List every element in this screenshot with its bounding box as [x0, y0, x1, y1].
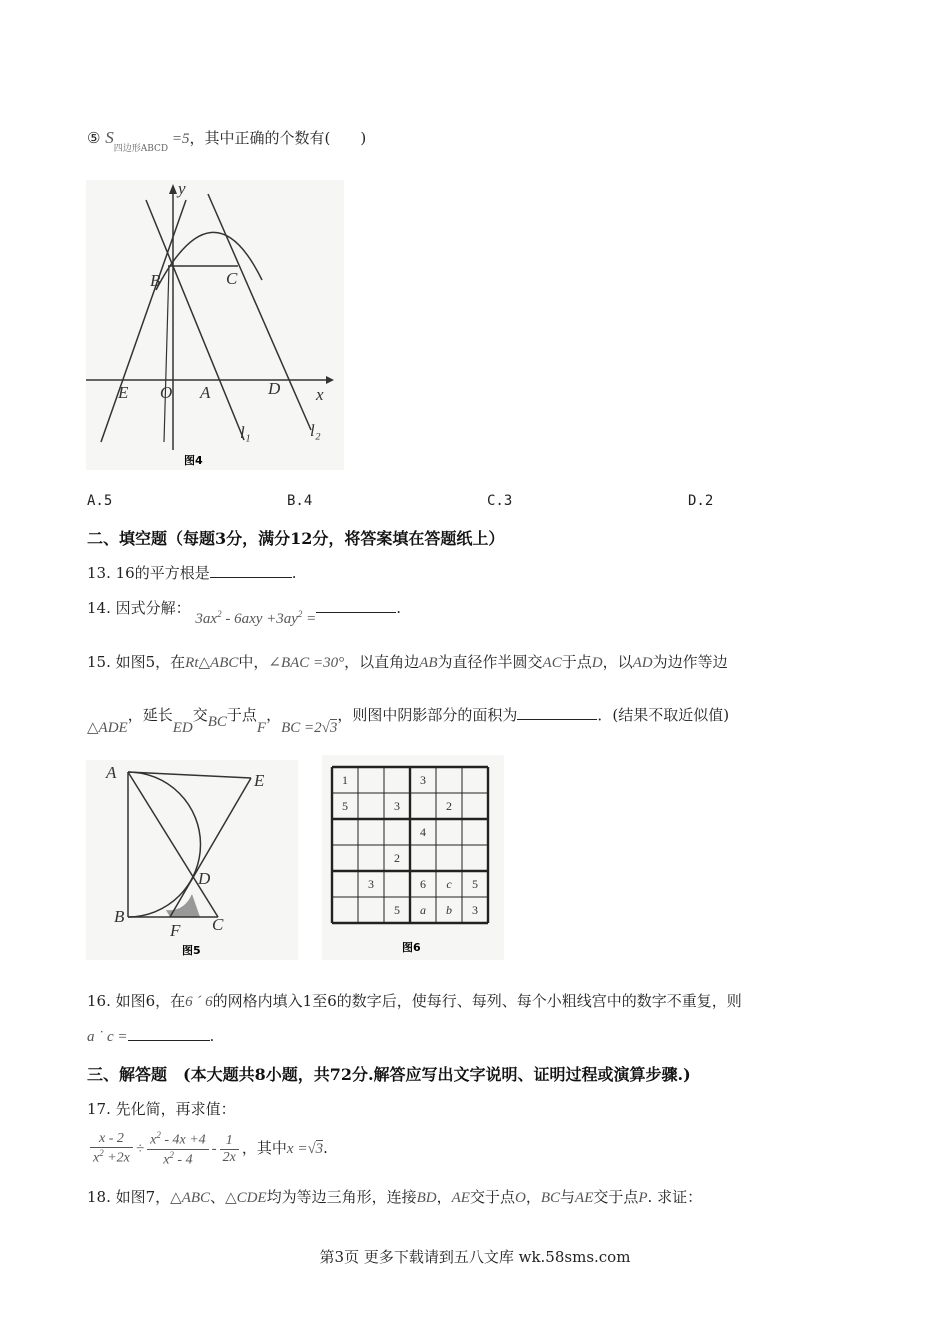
option-a[interactable]: A.5: [87, 493, 113, 509]
label-d: D: [268, 379, 281, 398]
figure-4: [86, 180, 344, 470]
grid-cell-r0-c3: 3: [420, 773, 426, 787]
grid-cell-r3-c2: 2: [394, 851, 400, 865]
grid-cell-r4-c5: 5: [472, 877, 478, 891]
label-b: B: [150, 271, 161, 290]
grid-cell-r4-c4: c: [446, 877, 452, 891]
fraction-2: $\frac{x^2 - 4x +4}{x^2 - 4}$: [147, 1130, 209, 1168]
label-l1: l₁: [240, 423, 251, 442]
semicircle: [128, 772, 201, 917]
segment-ae: [128, 772, 251, 778]
figure-6-grid: [322, 755, 504, 960]
question-16-line-2: a ˙ c = .: [87, 1027, 215, 1045]
factor-expression: $3ax^2 - 6axy +3ay^2$ =: [195, 609, 317, 627]
grid-cell-r1-c0: 5: [342, 799, 348, 813]
grid-cell-r5-c3: a: [420, 903, 426, 917]
question-14: 14. 因式分解： $3ax^2 - 6axy +3ay^2$ =.: [87, 599, 402, 627]
line-bo: [164, 266, 169, 442]
answer-blank-15[interactable]: [517, 705, 597, 720]
grid-cell-r1-c2: 3: [394, 799, 400, 813]
label-l2: l₂: [310, 421, 321, 440]
area-value: =5: [168, 131, 190, 147]
page-footer: 第3页 更多下载请到五八文库 wk.58sms.com: [319, 1248, 631, 1266]
line-l2: [208, 194, 311, 430]
y-axis-arrow: [169, 184, 177, 194]
label-b: B: [114, 907, 125, 926]
label-o: O: [160, 383, 173, 402]
question-18: 18. 如图7，△ABC、△CDE均为等边三角形，连接BD，AE交于点O，BC与AE交于点P. 求证：: [87, 1188, 703, 1206]
question-15-line-2: △ADE，延长ED交BC于点F，BC =2√3，则图中阴影部分的面积为 ．(结果不取近似值): [87, 706, 730, 736]
figure-4-graph: [86, 180, 344, 470]
figure-5-caption: 图5: [182, 944, 201, 957]
label-c: C: [226, 269, 238, 288]
circled-five: ⑤: [87, 129, 101, 147]
grid-cell-r1-c4: 2: [446, 799, 452, 813]
label-e: E: [118, 383, 129, 402]
question-16-line-1: 16. 如图6，在6 ´ 6的网格内填入1至6的数字后，使每行、每列、每个小粗线宫中的数字不重复，则: [87, 992, 742, 1010]
question-5-line: [87, 127, 367, 154]
figure-5-graph: [86, 760, 298, 960]
section-2-heading: 二、填空题（每题3分，满分12分，将答案填在答题纸上）: [87, 529, 505, 548]
option-d[interactable]: D.2: [688, 493, 714, 509]
label-a: A: [200, 383, 211, 402]
figure-6-caption: 图6: [402, 941, 421, 954]
grid-cell-r4-c1: 3: [368, 877, 374, 891]
answer-blank-13[interactable]: [210, 563, 292, 578]
area-symbol: S: [105, 128, 114, 147]
grid-cell-r5-c2: 5: [394, 903, 400, 917]
label-e: E: [254, 771, 265, 790]
answer-blank-16[interactable]: [128, 1026, 210, 1041]
grid-cell-r4-c3: 6: [420, 877, 426, 891]
grid-cell-r2-c3: 4: [420, 825, 426, 839]
question-13-text: 13. 16的平方根是: [87, 564, 210, 582]
option-b[interactable]: B.4: [287, 493, 313, 509]
grid-cell-r0-c0: 1: [342, 773, 348, 787]
option-c[interactable]: C.3: [487, 493, 513, 509]
product-expression: a ˙ c =: [87, 1029, 128, 1045]
label-c: C: [212, 915, 224, 934]
figure-6: [322, 755, 504, 960]
segment-ac: [128, 772, 218, 917]
line-l1: [146, 200, 244, 440]
figure-5: [86, 760, 298, 960]
fraction-1: $\frac{x - 2}{x^2 +2x}$: [90, 1131, 133, 1167]
label-x: x: [316, 385, 324, 404]
label-y: y: [178, 180, 186, 198]
label-a: A: [106, 763, 117, 782]
question-17-expression: $\frac{x - 2}{x^2 +2x}$ ÷ $\frac{x^2 - 4x +4}{x^2 - 4}$ - $\frac{1}{2x}$ ，其中x =√3.: [87, 1130, 328, 1168]
question-5-suffix: ，其中正确的个数有( ): [189, 129, 367, 147]
area-subscript: 四边形ABCD: [113, 144, 169, 154]
figure-4-caption: 图4: [184, 454, 203, 467]
question-14-text: 14. 因式分解：: [87, 599, 191, 617]
grid-cell-r5-c5: 3: [472, 903, 478, 917]
fraction-3: $\frac{1}{2x}$: [220, 1133, 239, 1166]
segment-ef: [170, 778, 251, 917]
label-f: F: [170, 921, 181, 940]
x-axis-arrow: [326, 376, 334, 384]
question-15-line-1: 15. 如图5，在Rt△ABC中，∠BAC =30°，以直角边AB为直径作半圆交AC于点D，以AD为边作等边: [87, 653, 728, 671]
shaded-region: [166, 894, 200, 917]
label-d: D: [198, 869, 211, 888]
answer-blank-14[interactable]: [316, 598, 396, 613]
grid-cell-r5-c4: b: [446, 903, 452, 917]
question-17-text: 17. 先化简，再求值：: [87, 1100, 236, 1118]
section-3-heading: 三、解答题 (本大题共8小题，共72分.解答应写出文字说明、证明过程或演算步骤.): [87, 1065, 691, 1084]
question-13: 13. 16的平方根是 .: [87, 564, 297, 582]
